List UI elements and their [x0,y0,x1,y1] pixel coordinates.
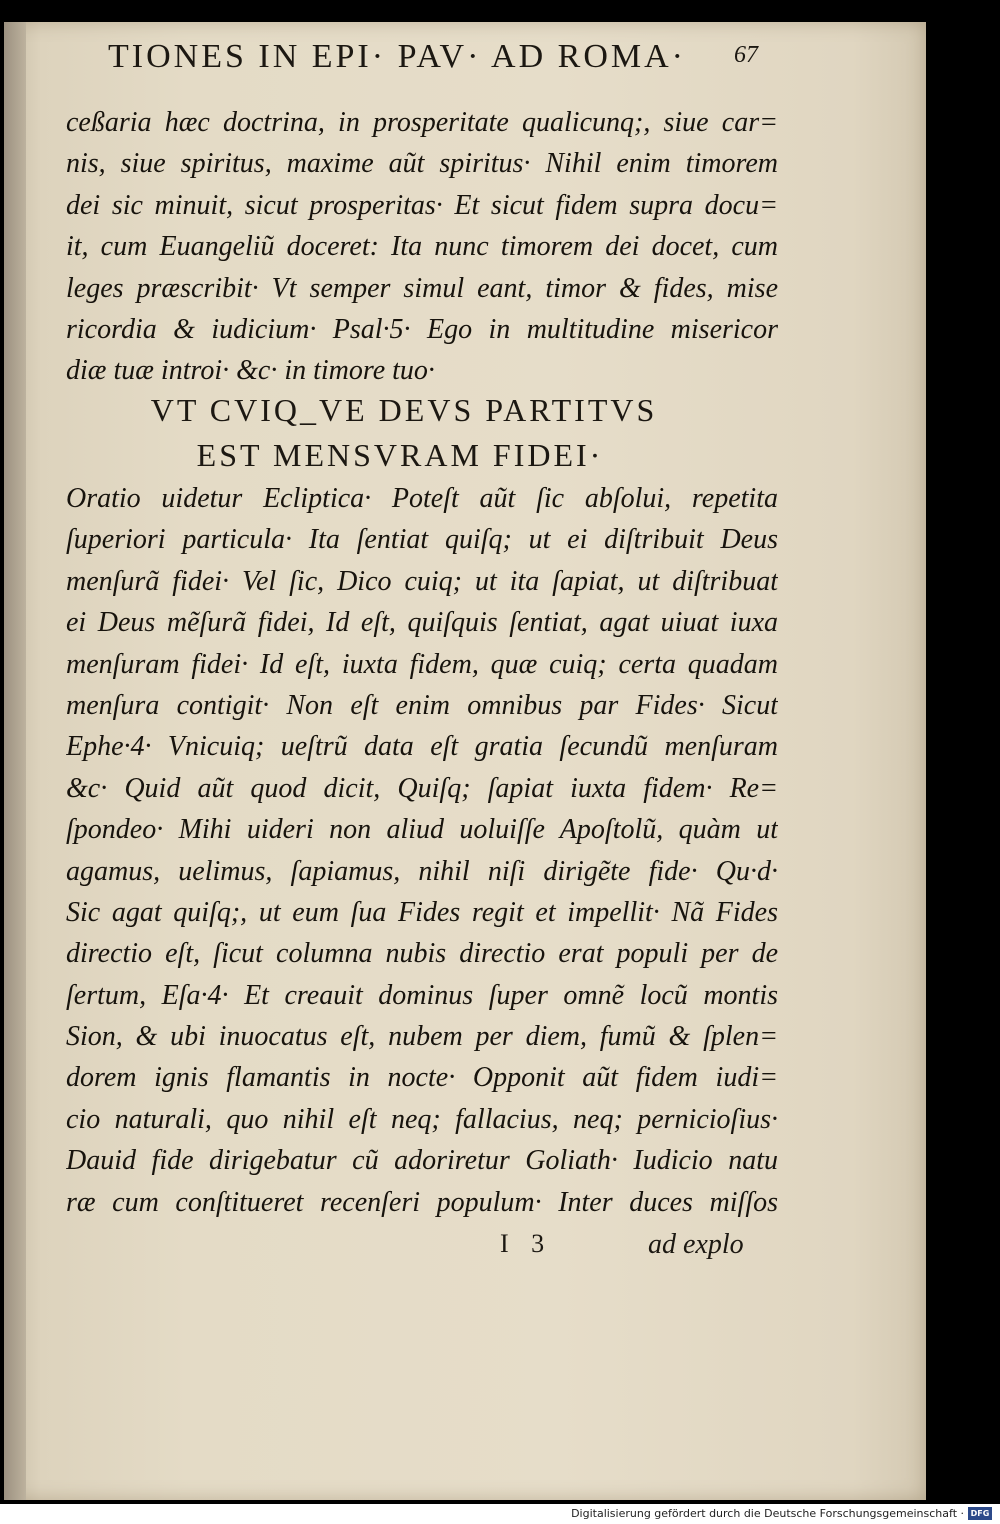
signature-mark: I 3 [500,1229,553,1258]
running-head: TIONES IN EPI· PAV· AD ROMA· [108,38,686,75]
section-heading-line-2: EST MENSVRAM FIDEI· [196,437,604,473]
text-line: menſuram fidei· Id eſt, iuxta fidem, quæ cuiq; certa quadam [66,648,778,680]
text-line: agamus, uelimus, ſapiamus, nihil niſi dirigẽte fide· Qu·d· [66,855,778,887]
text-line: &c· Quid aũt quod dicit, Quiſq; ſapiat iuxta fidem· Re= [66,772,778,804]
section-heading-line-1: VT CVIQ_VE DEVS PARTITVS [150,392,658,428]
text-line: ricordia & iudicium· Psal·5· Ego in multitudine misericor [66,313,778,345]
text-line: dorem ignis flamantis in nocte· Opponit aũt fidem iudi= [66,1062,778,1094]
text-line: menſura contigit· Non eſt enim omnibus par Fides· Sicut [66,689,778,721]
text-line: menſurã fidei· Vel ſic, Dico cuiq; ut ita ſapiat, ut diſtribuat [66,565,778,597]
text-line: ceßaria hæc doctrina, in prosperitate qualicunq;, siue car= [66,107,778,138]
text-line: it, cum Euangeliũ doceret: Ita nunc timorem dei docet, cum [66,231,778,263]
text-line: Ephe·4· Vnicuiq; ueſtrũ data eſt gratia ſecundũ menſuram [66,731,778,763]
text-line: Sic agat quiſq;, ut eum ſua Fides regit et impellit· Nã Fides [66,896,778,928]
text-line: ræ cum conſtitueret recenſeri populum· Inter duces miſſos [66,1186,778,1218]
text-line: Sion, & ubi inuocatus eſt, nubem per diem, fumũ & ſplen= [66,1021,778,1053]
text-line: directio eſt, ſicut columna nubis directio erat populi per de [66,938,778,970]
text-line: Oratio uidetur Ecliptica· Poteſt aũt ſic abſolui, repetita [66,483,778,514]
paragraph-1 [66,102,778,392]
folio-number: 67 [734,42,758,68]
text-line: ſuperiori particula· Ita ſentiat quiſq; ut ei diſtribuit Deus [66,524,778,556]
text-line: ſpondeo· Mihi uideri non aliud uoluiſſe Apoſtolũ, quàm ut [66,814,778,846]
text-line: diæ tuæ introi· &c· in timore tuo· [66,355,435,387]
text-line: nis, siue spiritus, maxime aũt spiritus· Nihil enim timorem [66,148,778,180]
text-line: ſertum, Eſa·4· Et creauit dominus ſuper omnẽ locũ montis [66,979,778,1011]
page-gutter [4,22,26,1500]
text-line: Dauid fide dirigebatur cũ adoriretur Goliath· Iudicio natu [66,1145,778,1177]
dfg-logo: DFG [968,1507,992,1520]
text-line: ei Deus mẽſurã fidei, Id eſt, quiſquis ſentiat, agat uiuat iuxa [66,607,778,639]
text-line: cio naturali, quo nihil eſt neq; fallacius, neq; pernicioſius· [66,1103,778,1135]
funding-credit: Digitalisierung gefördert durch die Deutsche Forschungsgemeinschaft · [571,1507,964,1520]
catchword: ad explo [648,1229,744,1260]
text-line: dei sic minuit, sicut prosperitas· Et sicut fidem supra docu= [66,189,778,221]
paragraph-2 [66,478,778,1223]
text-line: leges præscribit· Vt semper simul eant, timor & fides, mise [66,272,778,304]
